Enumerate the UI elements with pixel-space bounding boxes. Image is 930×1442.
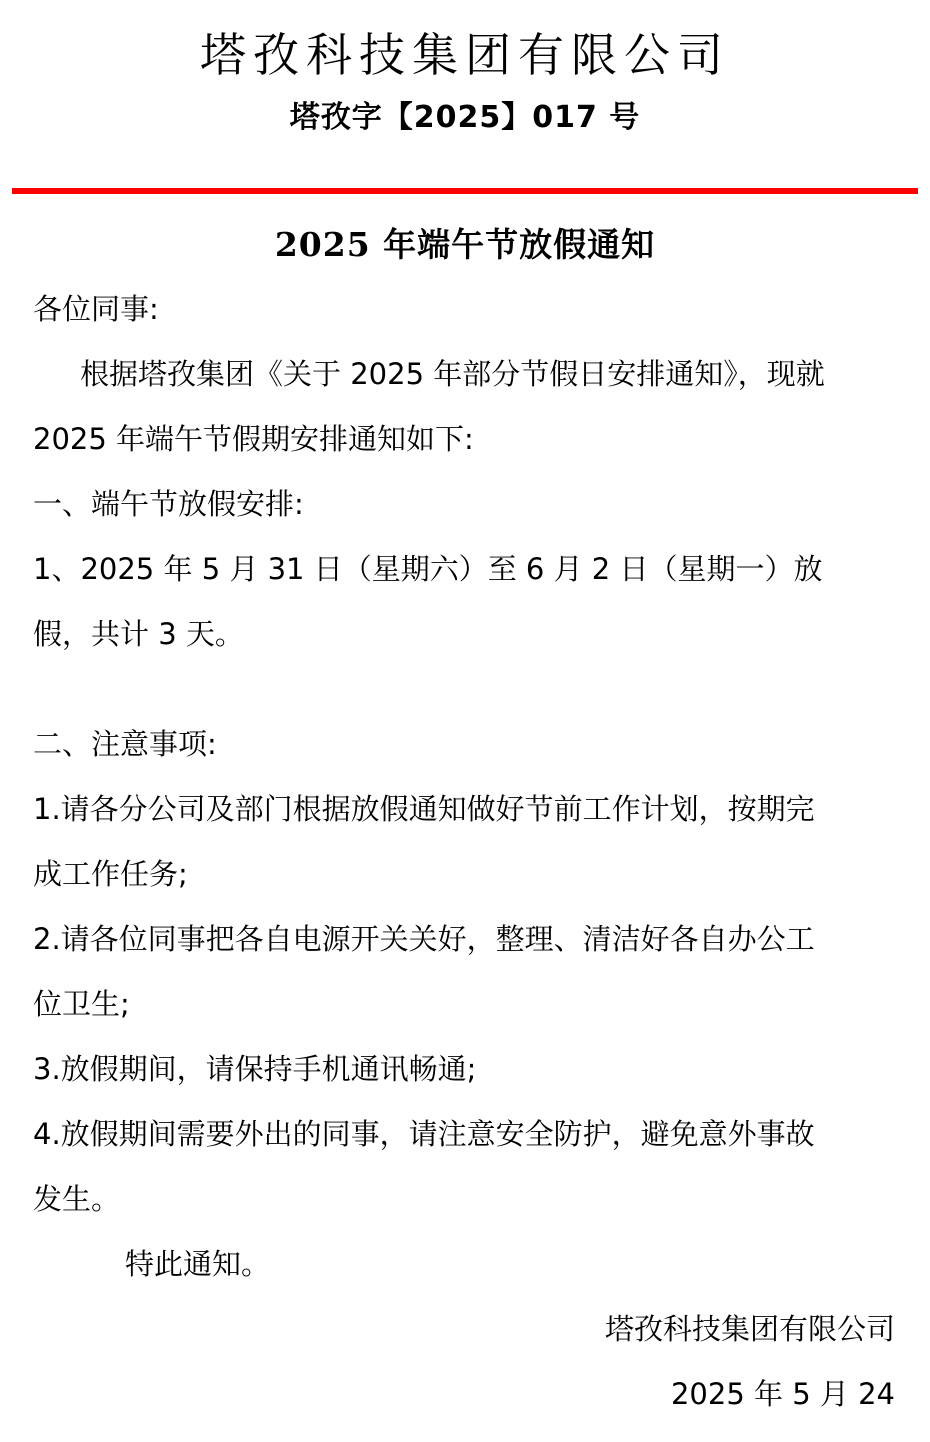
text-line: 发生。 <box>33 1182 121 1216</box>
text-line: 位卫生; <box>33 987 130 1021</box>
text-line: 4.放假期间需要外出的同事，请注意安全防护，避免意外事故 <box>33 1117 815 1151</box>
text-line: 2025 年 5 月 24 <box>670 1377 895 1411</box>
text-line: 塔孜科技集团有限公司 <box>604 1312 895 1346</box>
text-line: 二、注意事项: <box>33 727 217 761</box>
text-line: 假，共计 3 天。 <box>33 617 244 651</box>
company-title: 塔孜科技集团有限公司 <box>200 28 730 82</box>
notice-title: 2025 年端午节放假通知 <box>274 225 656 264</box>
text-line: 特此通知。 <box>125 1247 271 1281</box>
text-line: 3.放假期间，请保持手机通讯畅通; <box>33 1052 477 1086</box>
text-line: 成工作任务; <box>33 857 188 891</box>
red-divider-line <box>12 188 918 194</box>
text-line: 根据塔孜集团《关于 2025 年部分节假日安排通知》，现就 <box>80 357 825 391</box>
document-number: 塔孜字【2025】017 号 <box>289 100 641 135</box>
text-line: 2025 年端午节假期安排通知如下: <box>33 422 474 456</box>
blank-line <box>33 667 897 712</box>
text-line: 1、2025 年 5 月 31 日（星期六）至 6 月 2 日（星期一）放 <box>33 552 823 586</box>
text-line: 2.请各位同事把各自电源开关关好，整理、清洁好各自办公工 <box>33 922 815 956</box>
text-line: 各位同事: <box>33 292 159 326</box>
text-line: 一、端午节放假安排: <box>33 487 304 521</box>
document-header <box>33 0 897 136</box>
notice-body <box>33 277 897 1427</box>
text-line: 1.请各分公司及部门根据放假通知做好节前工作计划，按期完 <box>33 792 815 826</box>
